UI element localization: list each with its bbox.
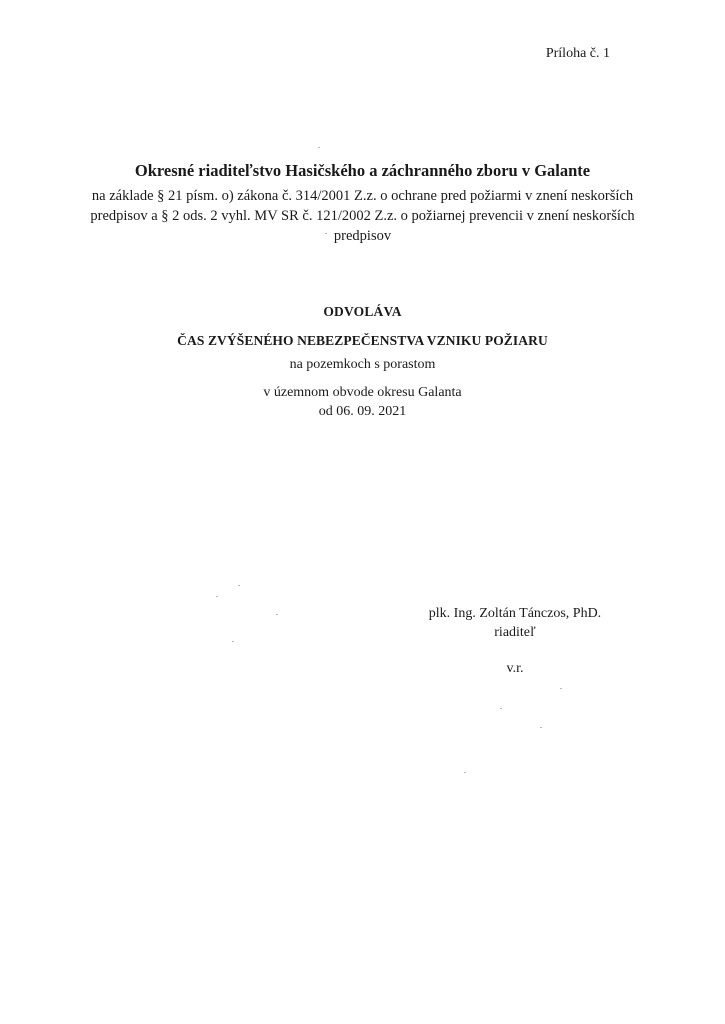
scan-speck: [216, 596, 218, 597]
announcement-territory-block: [0, 383, 725, 421]
announcement-subject: ČAS ZVÝŠENÉHO NEBEZPEČENSTVA VZNIKU POŽIARU: [177, 333, 548, 348]
scan-speck: [464, 772, 466, 773]
announcement-scope: na pozemkoch s porastom: [289, 357, 436, 372]
signatory-name: plk. Ing. Zoltán Tánczos, PhD.: [428, 606, 602, 621]
scan-speck: [500, 708, 502, 709]
scan-speck: [540, 727, 542, 728]
scan-speck: [232, 641, 234, 642]
attachment-label: Príloha č. 1: [545, 46, 610, 61]
scan-speck: [325, 233, 327, 234]
legal-basis-text: na základe § 21 písm. o) zákona č. 314/2001 Z.z. o ochrane pred požiarmi v znení neskorších predpisov a § 2 ods. 2 vyhl. MV SR č. 121/2002 Z.z. o požiarnej prevencii v znení neskorších predpisov: [90, 188, 635, 244]
scan-speck: [238, 585, 240, 586]
announcement-territory: v územnom obvode okresu Galanta: [263, 385, 462, 400]
announcement-action: ODVOLÁVA: [323, 304, 402, 319]
announcement-date: od 06. 09. 2021: [318, 404, 407, 419]
scan-speck: [560, 688, 562, 689]
signed-note: v.r.: [506, 661, 524, 676]
signatory-position: riaditeľ: [494, 625, 536, 640]
scan-speck: [318, 147, 320, 148]
authority-title: Okresné riaditeľstvo Hasičského a záchranného zboru v Galante: [134, 161, 591, 180]
scan-speck: [276, 614, 278, 615]
signature-block: [390, 604, 640, 678]
